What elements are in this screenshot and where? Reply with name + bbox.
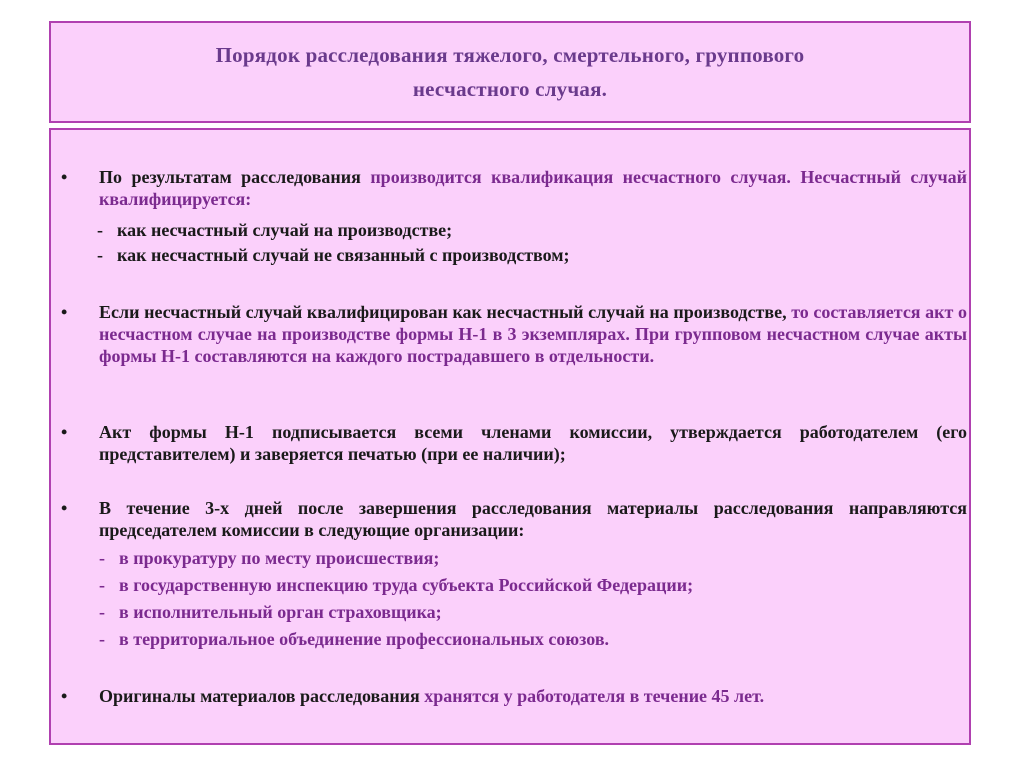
bullet-marker: • [61, 686, 68, 706]
list-item: - в государственную инспекцию труда субъекта Российской Федерации; [99, 575, 694, 595]
bullet-4-text: В течение 3-х дней после завершения расследования материалы расследования направляются председателем комиссии в следующие организации: [99, 498, 967, 540]
bullet-signing [61, 421, 967, 465]
bullet-marker: • [61, 302, 68, 322]
bullet-5-text: Оригиналы материалов расследования [99, 686, 425, 706]
bullet-1-text: По результатам расследования [99, 167, 371, 187]
title-panel [49, 21, 971, 123]
dash-marker: - [97, 245, 103, 265]
dash-marker: - [99, 602, 105, 622]
bullet-act-form [61, 301, 967, 367]
bullet-3-text: Акт формы Н-1 подписывается всеми членами комиссии, утверждается работодателем (его представителем) и заверяется печатью (при ее наличии); [99, 422, 967, 464]
dash-marker: - [99, 575, 105, 595]
bullet-marker: • [61, 422, 68, 442]
dash-marker: - [99, 629, 105, 649]
list-item: - в прокуратуру по месту происшествия; [99, 548, 440, 568]
list-item: - в территориальное объединение профессиональных союзов. [99, 629, 610, 649]
bullet-2-text: Если несчастный случай квалифицирован как несчастный случай на производстве, [99, 302, 792, 322]
bullet-marker: • [61, 167, 68, 187]
title-line-1: Порядок расследования тяжелого, смертельного, группового [215, 43, 805, 67]
list-item: - как несчастный случай не связанный с производством; [97, 245, 570, 265]
list-item: - в исполнительный орган страховщика; [99, 602, 442, 622]
bullet-distribution [61, 497, 967, 541]
content-panel [49, 128, 971, 745]
bullet-marker: • [61, 498, 68, 518]
title-line-2: несчастного случая. [412, 77, 608, 101]
bullet-qualification [61, 166, 967, 210]
bullet-5-accent: хранятся у работодателя в течение 45 лет. [424, 686, 765, 706]
list-item: - как несчастный случай на производстве; [97, 220, 453, 240]
bullet-2-accent: то составляется акт о несчастном случае на производстве формы Н-1 в 3 экземплярах. При групповом несчастном случае акты формы Н-1 составляются на каждого пострадавшего в отдельности. [99, 302, 967, 366]
dash-marker: - [99, 548, 105, 568]
bullet-storage [61, 685, 967, 707]
dash-marker: - [97, 220, 103, 240]
bullet-1-accent: производится квалификация несчастного случая. Несчастный случай квалифицируется: [99, 167, 967, 209]
